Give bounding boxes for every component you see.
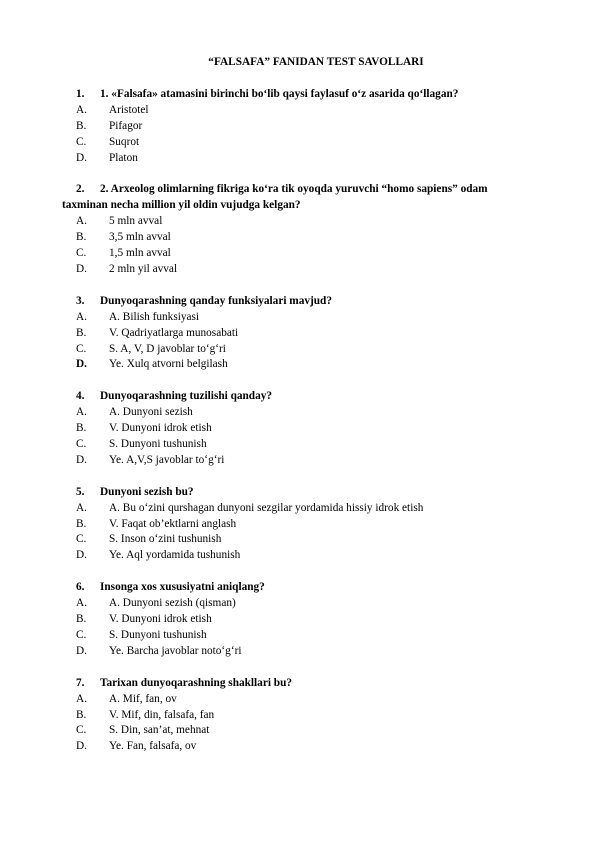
option-text: Ye. Fan, falsafa, ov (109, 740, 197, 753)
title-text: “FALSAFA” FANIDAN TEST SAVOLLARI (208, 56, 424, 68)
option-text: V. Dunyoni idrok etish (109, 613, 212, 626)
option-text: 1,5 mln avval (109, 247, 171, 260)
option-a (0, 214, 596, 230)
option-text: V. Mif, din, falsafa, fan (109, 708, 215, 721)
option-d (0, 357, 596, 373)
option-d (0, 453, 596, 469)
option-d (0, 151, 596, 167)
question-text: Dunyoqarashning tuzilishi qanday? (100, 390, 273, 403)
question-7-text (0, 676, 596, 692)
option-text: V. Dunyoni idrok etish (109, 422, 212, 435)
option-letter: A. (76, 501, 87, 514)
option-letter: C. (76, 135, 87, 148)
option-text: S. Inson o‘zini tushunish (109, 533, 222, 546)
question-number: 7. (76, 676, 85, 689)
option-c (0, 437, 596, 453)
option-letter: D. (76, 644, 87, 657)
option-letter: D. (76, 740, 87, 753)
question-text: Tarixan dunyoqarashning shakllari bu? (100, 676, 293, 689)
option-letter: C. (76, 342, 87, 355)
option-b (0, 119, 596, 135)
option-text: Ye. Xulq atvorni belgilash (109, 358, 228, 371)
option-text: Ye. A,V,S javoblar to‘g‘ri (109, 453, 225, 466)
option-text: 3,5 mln avval (109, 231, 171, 244)
option-a (0, 103, 596, 119)
option-letter: B. (76, 708, 87, 721)
option-text: Ye. Barcha javoblar noto‘g‘ri (109, 644, 242, 657)
option-text: S. Dunyoni tushunish (109, 438, 207, 450)
option-letter: B. (76, 231, 87, 244)
question-list (0, 87, 596, 771)
question-1-text (0, 87, 596, 103)
question-number: 5. (76, 485, 85, 498)
question-7 (0, 676, 596, 755)
question-6-text (0, 580, 596, 596)
option-text: A. Mif, fan, ov (109, 692, 177, 705)
option-c (0, 342, 596, 358)
question-text: Dunyoqarashning qanday funksiyalari mavjud? (100, 294, 332, 307)
option-b (0, 612, 596, 628)
option-text: A. Bilish funksiyasi (109, 310, 200, 323)
question-3 (0, 294, 596, 373)
option-b (0, 708, 596, 724)
option-d (0, 739, 596, 755)
option-d (0, 548, 596, 564)
option-text: Aristotel (109, 103, 149, 116)
question-6 (0, 580, 596, 659)
question-text-line-1: 2. Arxeolog olimlarning fikriga ko‘ra tik oyoqda yuruvchi “homo sapiens” odam (100, 183, 488, 196)
option-letter: A. (76, 597, 87, 610)
option-letter: C. (76, 724, 87, 737)
option-a (0, 310, 596, 326)
option-letter: A. (76, 103, 87, 116)
option-c (0, 246, 596, 262)
option-d (0, 262, 596, 278)
question-number: 3. (76, 294, 85, 307)
option-b (0, 421, 596, 437)
option-b (0, 230, 596, 246)
question-5-text (0, 485, 596, 501)
question-number: 1. (76, 88, 85, 100)
option-letter: A. (76, 215, 87, 228)
option-text: Platon (109, 151, 138, 164)
question-number: 2. (76, 183, 85, 196)
option-text: V. Faqat ob’ektlarni anglash (109, 517, 237, 530)
option-b (0, 326, 596, 342)
option-text: S. Din, san’at, mehnat (109, 724, 210, 737)
option-c (0, 532, 596, 548)
option-letter: A. (76, 692, 87, 705)
question-4 (0, 389, 596, 468)
option-text: V. Qadriyatlarga munosabati (109, 326, 239, 339)
option-letter: B. (76, 613, 87, 626)
option-letter: C. (76, 438, 87, 450)
option-a (0, 501, 596, 517)
option-letter: B. (76, 119, 87, 132)
question-2-text (0, 182, 596, 214)
option-letter: A. (76, 310, 87, 323)
document-title (0, 54, 596, 70)
question-number: 6. (76, 581, 85, 594)
option-letter: C. (76, 628, 87, 641)
option-a (0, 405, 596, 421)
option-c (0, 135, 596, 151)
option-letter: D. (76, 453, 87, 466)
option-letter: B. (76, 326, 87, 339)
option-letter: B. (76, 422, 87, 435)
option-text: Suqrot (109, 135, 140, 148)
option-text: S. Dunyoni tushunish (109, 628, 207, 641)
option-letter: D. (76, 262, 87, 275)
option-text: Pifagor (109, 119, 143, 132)
option-d (0, 644, 596, 660)
option-text: Ye. Aql yordamida tushunish (109, 549, 241, 562)
option-letter: D. (76, 549, 87, 562)
option-text: A. Dunyoni sezish (qisman) (109, 597, 236, 610)
option-c (0, 723, 596, 739)
question-4-text (0, 389, 596, 405)
question-5 (0, 485, 596, 564)
option-letter: C. (76, 247, 87, 260)
option-letter: A. (76, 406, 87, 419)
question-number: 4. (76, 390, 85, 403)
question-text: Insonga xos xususiyatni aniqlang? (100, 581, 265, 594)
option-letter: C. (76, 533, 87, 546)
option-c (0, 628, 596, 644)
option-a (0, 596, 596, 612)
option-text: 5 mln avval (109, 215, 163, 228)
question-2 (0, 182, 596, 277)
option-text: A. Bu o‘zini qurshagan dunyoni sezgilar yordamida hissiy idrok etish (109, 501, 424, 514)
question-text: Dunyoni sezish bu? (100, 485, 194, 498)
option-text: 2 mln yil avval (109, 262, 178, 275)
question-text-line-2: taxminan necha million yil oldin vujudga kelgan? (62, 199, 301, 212)
question-3-text (0, 294, 596, 310)
option-text: A. Dunyoni sezish (109, 406, 193, 419)
question-1 (0, 87, 596, 166)
question-text: 1. «Falsafa» atamasini birinchi bo‘lib qaysi faylasuf o‘z asarida qo‘llagan? (100, 88, 459, 100)
option-letter: D. (76, 358, 87, 371)
option-letter: B. (76, 517, 87, 530)
option-b (0, 517, 596, 533)
option-a (0, 692, 596, 708)
option-letter: D. (76, 151, 87, 164)
option-text: S. A, V, D javoblar to‘g‘ri (109, 342, 226, 355)
